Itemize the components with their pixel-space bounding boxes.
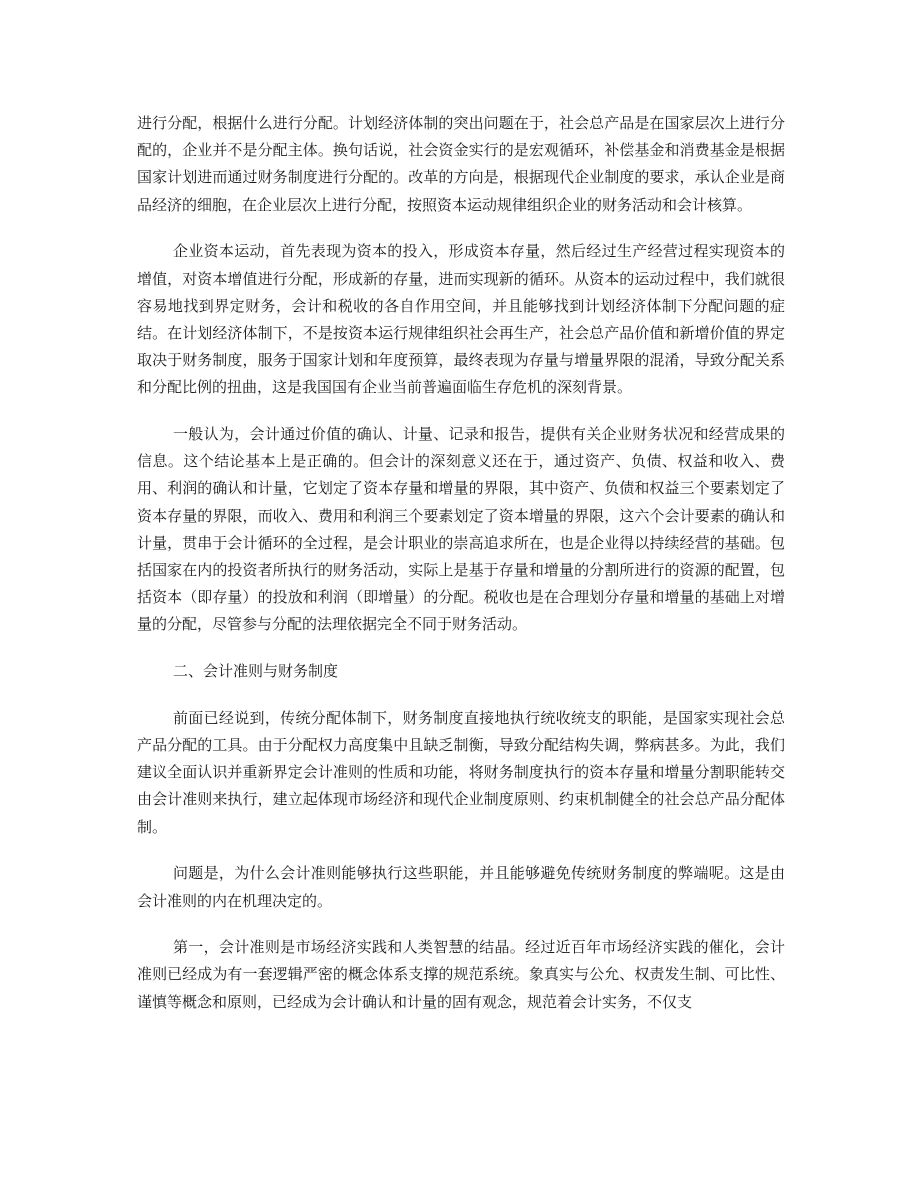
paragraph-2: 企业资本运动，首先表现为资本的投入，形成资本存量，然后经过生产经营过程实现资本的增值，对资本增值进行分配，形成新的存量，进而实现新的循环。从资本的运动过程中，我们就很容易地找到界定财务，会计和税收的各自作用空间，并且能够找到计划经济体制下分配问题的症结。在计划经济体制下，不是按资本运行规律组织社会再生产，社会总产品价值和新增价值的界定取决于财务制度，服务于国家计划和年度预算，最终表现为存量与增量界限的混淆，导致分配关系和分配比例的扭曲，这是我国国有企业当前普遍面临生存危机的深刻背景。 — [137, 242, 785, 397]
paragraph-6: 第一，会计准则是市场经济实践和人类智慧的结晶。经过近百年市场经济实践的催化，会计准则已经成为有一套逻辑严密的概念体系支撑的规范系统。象真实与公允、权责发生制、可比性、谨慎等概念和原则，已经成为会计确认和计量的固有观念，规范着会计实务，不仅支 — [137, 938, 785, 1011]
paragraph-5: 问题是，为什么会计准则能够执行这些职能，并且能够避免传统财务制度的弊端呢。这是由会计准则的内在机理决定的。 — [137, 864, 785, 910]
section-heading: 二、会计准则与财务制度 — [173, 662, 339, 681]
paragraph-4: 前面已经说到，传统分配体制下，财务制度直接地执行统收统支的职能，是国家实现社会总产品分配的工具。由于分配权力高度集中且缺乏制衡，导致分配结构失调，弊病甚多。为此，我们建议全面认识并重新界定会计准则的性质和功能，将财务制度执行的资本存量和增量分割职能转交由会计准则来执行，建立起体现市场经济和现代企业制度原则、约束机制健全的社会总产品分配体制。 — [137, 708, 785, 836]
document-page — [137, 110, 785, 1035]
paragraph-3: 一般认为，会计通过价值的确认、计量、记录和报告，提供有关企业财务状况和经营成果的信息。这个结论基本上是正确的。但会计的深刻意义还在于，通过资产、负债、权益和收入、费用、利润的确认和计量，它划定了资本存量和增量的界限，其中资产、负债和权益三个要素划定了资本存量的界限，而收入、费用和利润三个要素划定了资本增量的界限，这六个会计要素的确认和计量，贯串于会计循环的全过程，是会计职业的崇高追求所在，也是企业得以持续经营的基础。包括国家在内的投资者所执行的财务活动，实际上是基于存量和增量的分割所进行的资源的配置，包括资本（即存量）的投放和利润（即增量）的分配。税收也是在合理划分存量和增量的基础上对增量的分配，尽管参与分配的法理依据完全不同于财务活动。 — [137, 425, 785, 634]
paragraph-1: 进行分配，根据什么进行分配。计划经济体制的突出问题在于，社会总产品是在国家层次上进行分配的，企业并不是分配主体。换句话说，社会资金实行的是宏观循环，补偿基金和消费基金是根据国家计划进而通过财务制度进行分配的。改革的方向是，根据现代企业制度的要求，承认企业是商品经济的细胞，在企业层次上进行分配，按照资本运动规律组织企业的财务活动和会计核算。 — [137, 114, 785, 214]
